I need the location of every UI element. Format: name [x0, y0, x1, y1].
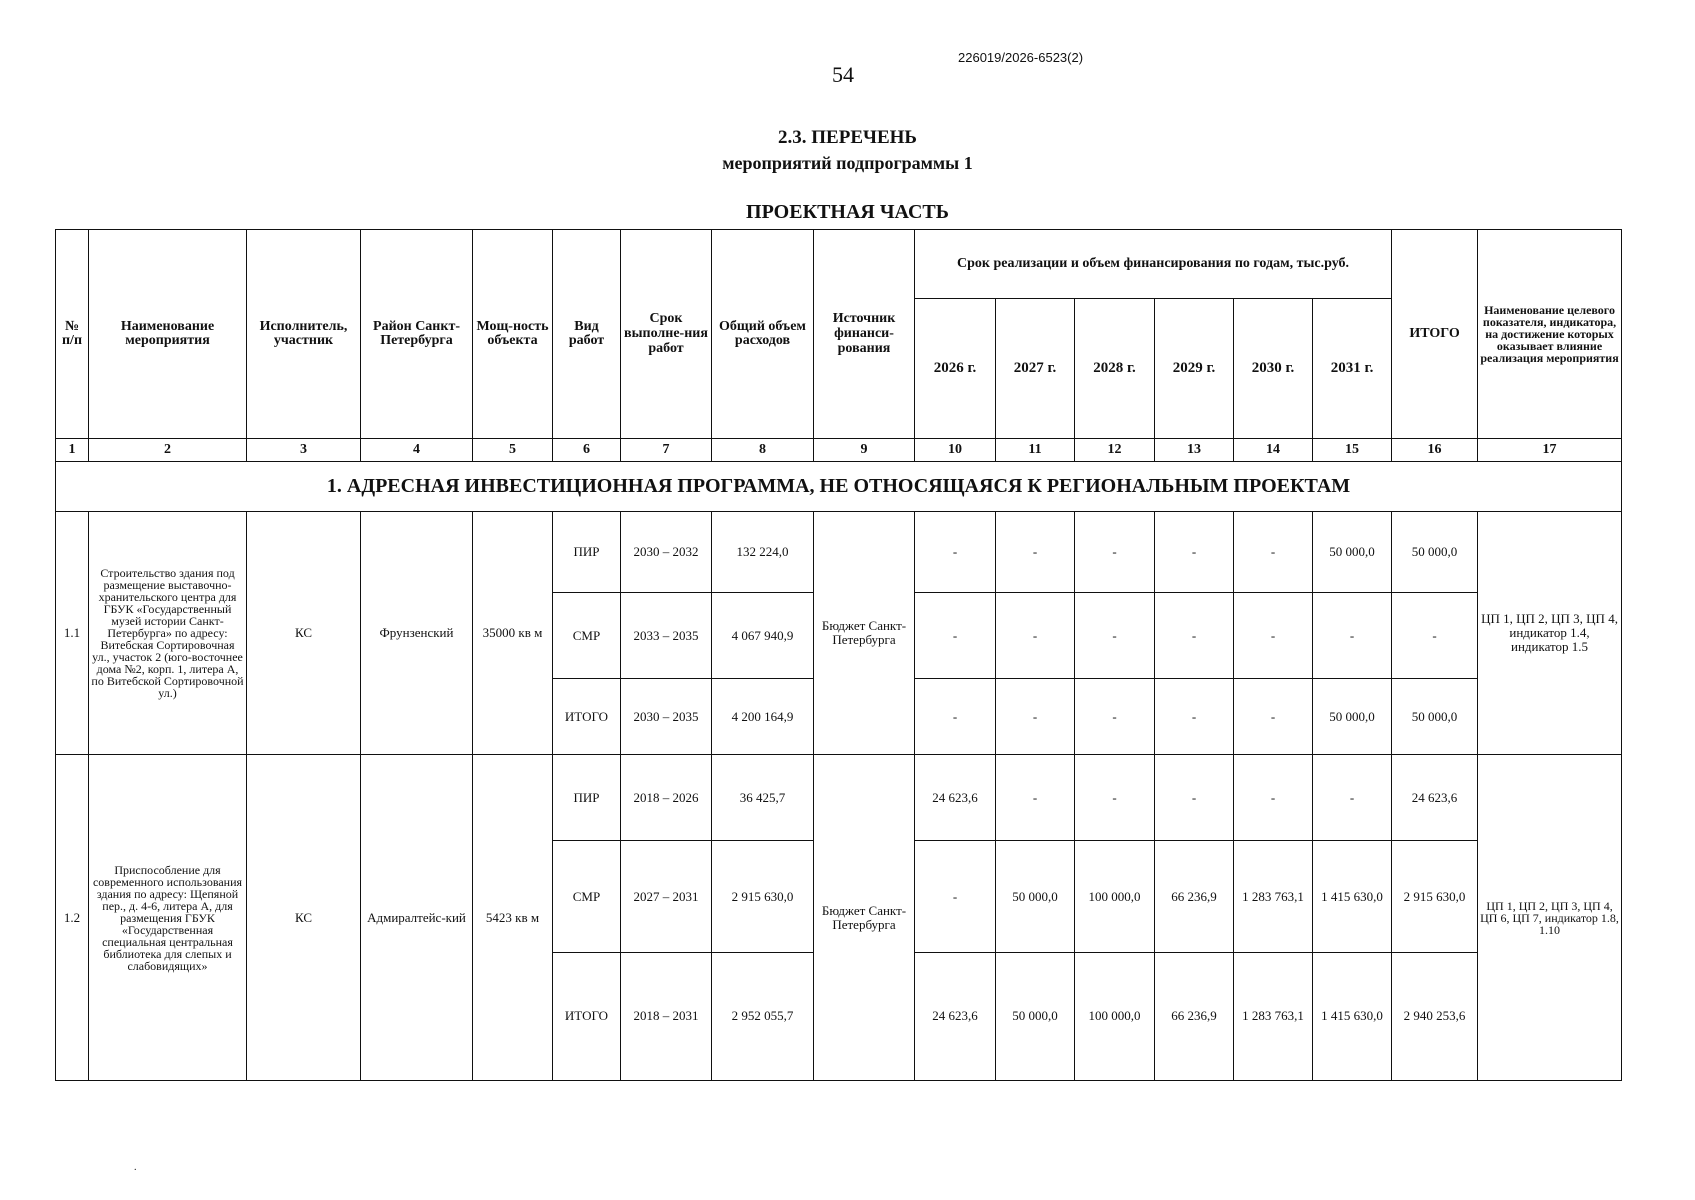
year-value: 1 283 763,1: [1234, 841, 1313, 952]
header-total: ИТОГО: [1392, 230, 1478, 439]
col-number: 6: [553, 439, 621, 461]
year-value: 66 236,9: [1155, 841, 1234, 952]
year-value: -: [1155, 679, 1234, 755]
work-cost: 36 425,7: [712, 755, 814, 841]
work-cost: 2 915 630,0: [712, 841, 814, 952]
work-type: ПИР: [553, 511, 621, 592]
header-year-2030: 2030 г.: [1234, 299, 1313, 439]
year-value: 50 000,0: [996, 841, 1075, 952]
item-district: Адмиралтейс-кий: [361, 755, 473, 1081]
header-year-2028: 2028 г.: [1075, 299, 1155, 439]
year-value: -: [915, 679, 996, 755]
col-number: 1: [56, 439, 89, 461]
year-value: 66 236,9: [1155, 952, 1234, 1080]
col-number: 13: [1155, 439, 1234, 461]
header-year-2029: 2029 г.: [1155, 299, 1234, 439]
header-indicator: Наименование целевого показателя, индикатора, на достижение которых оказывает влияние реализация мероприятия: [1478, 230, 1622, 439]
row-total: 50 000,0: [1392, 511, 1478, 592]
item-indicator: ЦП 1, ЦП 2, ЦП 3, ЦП 4, ЦП 6, ЦП 7, индикатор 1.8, 1.10: [1478, 755, 1622, 1081]
item-name: Приспособление для современного использования здания по адресу: Щепяной пер., д. 4-6, литера А, для размещения ГБУК «Государственная специальная центральная библиотека для слепых и слабовидящих»: [89, 755, 247, 1081]
header-year-2031: 2031 г.: [1313, 299, 1392, 439]
year-value: -: [1075, 679, 1155, 755]
col-number: 2: [89, 439, 247, 461]
year-value: -: [996, 755, 1075, 841]
header-years-group: Срок реализации и объем финансирования по годам, тыс.руб.: [915, 230, 1392, 299]
col-number: 11: [996, 439, 1075, 461]
header-source: Источник финанси-рования: [814, 230, 915, 439]
row-total: 2 915 630,0: [1392, 841, 1478, 952]
header-year-2027: 2027 г.: [996, 299, 1075, 439]
row-total: 2 940 253,6: [1392, 952, 1478, 1080]
col-number: 3: [247, 439, 361, 461]
header-executor: Исполнитель, участник: [247, 230, 361, 439]
item-indicator: ЦП 1, ЦП 2, ЦП 3, ЦП 4, индикатор 1.4, индикатор 1.5: [1478, 511, 1622, 755]
row-total: 24 623,6: [1392, 755, 1478, 841]
year-value: -: [1234, 755, 1313, 841]
item-capacity: 35000 кв м: [473, 511, 553, 755]
item-source: Бюджет Санкт-Петербурга: [814, 755, 915, 1081]
col-number: 14: [1234, 439, 1313, 461]
work-cost: 4 200 164,9: [712, 679, 814, 755]
work-term: 2030 – 2035: [621, 679, 712, 755]
col-number: 8: [712, 439, 814, 461]
part-title: ПРОЕКТНАЯ ЧАСТЬ: [746, 201, 949, 223]
work-type: СМР: [553, 592, 621, 678]
row-total: -: [1392, 592, 1478, 678]
item-name: Строительство здания под размещение выставочно-хранительского центра для ГБУК «Государственный музей истории Санкт-Петербурга» по адресу: Витебская Сортировочная ул., участок 2 (юго-восточнее дома №2, корп. 1, литера А, по Витебской Сортировочной ул.): [89, 511, 247, 755]
year-value: -: [1234, 679, 1313, 755]
year-value: -: [996, 592, 1075, 678]
header-term: Срок выполне-ния работ: [621, 230, 712, 439]
year-value: -: [1155, 511, 1234, 592]
year-value: -: [1313, 755, 1392, 841]
list-title: 2.3. ПЕРЕЧЕНЬ: [778, 127, 917, 148]
work-type: ПИР: [553, 755, 621, 841]
year-value: 24 623,6: [915, 952, 996, 1080]
work-term: 2030 – 2032: [621, 511, 712, 592]
year-value: -: [1155, 755, 1234, 841]
header-num: № п/п: [56, 230, 89, 439]
work-type: ИТОГО: [553, 679, 621, 755]
year-value: 50 000,0: [1313, 511, 1392, 592]
year-value: 50 000,0: [1313, 679, 1392, 755]
year-value: -: [1234, 592, 1313, 678]
item-executor: КС: [247, 755, 361, 1081]
year-value: 1 283 763,1: [1234, 952, 1313, 1080]
item-num: 1.1: [56, 511, 89, 755]
year-value: 100 000,0: [1075, 952, 1155, 1080]
work-term: 2033 – 2035: [621, 592, 712, 678]
col-number: 7: [621, 439, 712, 461]
page-number: 54: [832, 62, 854, 87]
list-subtitle: мероприятий подпрограммы 1: [722, 153, 973, 173]
col-number: 10: [915, 439, 996, 461]
header-year-2026: 2026 г.: [915, 299, 996, 439]
col-number: 5: [473, 439, 553, 461]
work-cost: 2 952 055,7: [712, 952, 814, 1080]
header-capacity: Мощ-ность объекта: [473, 230, 553, 439]
year-value: -: [996, 511, 1075, 592]
year-value: -: [1155, 592, 1234, 678]
year-value: -: [915, 592, 996, 678]
section-title: 1. АДРЕСНАЯ ИНВЕСТИЦИОННАЯ ПРОГРАММА, НЕ ОТНОСЯЩАЯСЯ К РЕГИОНАЛЬНЫМ ПРОЕКТАМ: [56, 461, 1622, 511]
year-value: -: [1075, 511, 1155, 592]
year-value: 50 000,0: [996, 952, 1075, 1080]
col-number: 9: [814, 439, 915, 461]
col-number: 16: [1392, 439, 1478, 461]
work-term: 2018 – 2031: [621, 952, 712, 1080]
col-number: 17: [1478, 439, 1622, 461]
work-term: 2027 – 2031: [621, 841, 712, 952]
col-number: 12: [1075, 439, 1155, 461]
header-total-cost: Общий объем расходов: [712, 230, 814, 439]
header-work-type: Вид работ: [553, 230, 621, 439]
header-name: Наименование мероприятия: [89, 230, 247, 439]
year-value: 24 623,6: [915, 755, 996, 841]
work-type: СМР: [553, 841, 621, 952]
work-cost: 132 224,0: [712, 511, 814, 592]
col-number: 15: [1313, 439, 1392, 461]
work-cost: 4 067 940,9: [712, 592, 814, 678]
col-number: 4: [361, 439, 473, 461]
work-type: ИТОГО: [553, 952, 621, 1080]
item-num: 1.2: [56, 755, 89, 1081]
year-value: -: [1075, 755, 1155, 841]
year-value: -: [1075, 592, 1155, 678]
year-value: 1 415 630,0: [1313, 952, 1392, 1080]
scan-dot: .: [134, 1162, 137, 1173]
header-district: Район Санкт-Петербурга: [361, 230, 473, 439]
measures-table: [55, 229, 1622, 1081]
year-value: -: [1313, 592, 1392, 678]
year-value: 1 415 630,0: [1313, 841, 1392, 952]
item-source: Бюджет Санкт-Петербурга: [814, 511, 915, 755]
year-value: -: [915, 511, 996, 592]
work-term: 2018 – 2026: [621, 755, 712, 841]
year-value: -: [1234, 511, 1313, 592]
document-number: 226019/2026-6523(2): [958, 50, 1084, 65]
year-value: 100 000,0: [1075, 841, 1155, 952]
item-district: Фрунзенский: [361, 511, 473, 755]
item-executor: КС: [247, 511, 361, 755]
year-value: -: [915, 841, 996, 952]
row-total: 50 000,0: [1392, 679, 1478, 755]
year-value: -: [996, 679, 1075, 755]
item-capacity: 5423 кв м: [473, 755, 553, 1081]
